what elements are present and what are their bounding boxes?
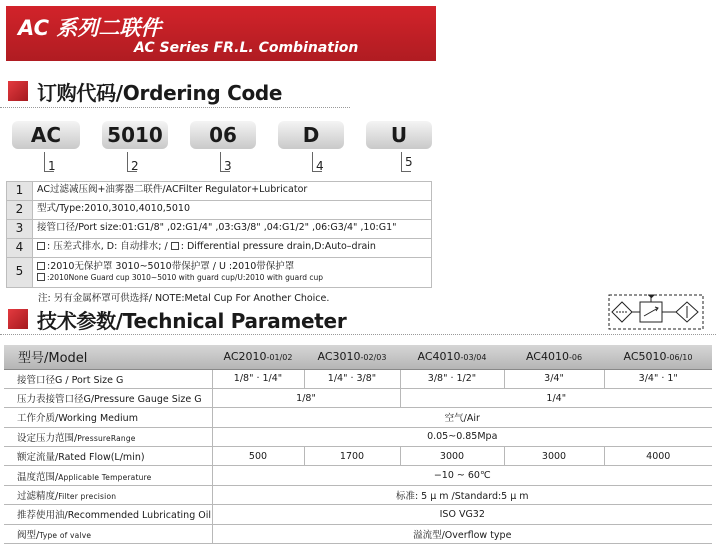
table-cell: 空气/Air: [212, 408, 712, 427]
ordering-row: [7, 238, 432, 257]
table-cell: 1/4" · 3/8": [304, 369, 400, 388]
table-cell: 3/8" · 1/2": [400, 369, 504, 388]
checkbox-icon: [37, 242, 45, 250]
model-col-1: AC2010-01/02: [212, 345, 304, 369]
model-col-4: AC4010-06: [504, 345, 604, 369]
model-col-3: AC4010-03/04: [400, 345, 504, 369]
code-number-5: 5: [405, 155, 413, 169]
row-label: 过滤精度/Filter precision: [4, 485, 212, 504]
code-number-2: 2: [131, 159, 139, 173]
technical-table: [4, 345, 712, 544]
table-header-row: [4, 345, 712, 369]
row-label: 压力表接管口径G/Pressure Gauge Size G: [4, 388, 212, 407]
divider: [0, 334, 716, 335]
row-number: 3: [7, 219, 33, 238]
section-marker-icon: [8, 309, 28, 329]
row-label: 接管口径G / Port Size G: [4, 369, 212, 388]
table-row: [4, 408, 712, 427]
table-row: [4, 505, 712, 524]
table-row: [4, 388, 712, 407]
guard-option-cn: :2010无保护罩 3010~5010带保护罩 / U :2010带保护罩: [47, 261, 295, 273]
table-cell: 1/8": [212, 388, 400, 407]
code-box-2: 5010: [102, 121, 168, 149]
table-cell: 3/4" · 1": [604, 369, 712, 388]
technical-title: 技术参数/Technical Parameter: [37, 308, 347, 333]
table-cell: 溢流型/Overflow type: [212, 524, 712, 543]
table-cell: 500: [212, 447, 304, 466]
ordering-title: 订购代码/Ordering Code: [37, 80, 283, 105]
code-number-4: 4: [316, 159, 324, 173]
banner-title-en: AC Series FR.L. Combination: [134, 40, 359, 56]
row-number: 5: [7, 257, 33, 287]
code-box-5: U: [366, 121, 432, 149]
ordering-section-title: [8, 79, 282, 103]
code-number-1: 1: [48, 159, 56, 173]
table-row: [4, 485, 712, 504]
table-cell: 1/4": [400, 388, 712, 407]
row-label: 温度范围/Applicable Temperature: [4, 466, 212, 485]
table-cell: 4000: [604, 447, 712, 466]
code-number-3: 3: [224, 159, 232, 173]
model-col-5: AC5010-06/10: [604, 345, 712, 369]
table-cell: 3000: [504, 447, 604, 466]
row-text: [33, 238, 432, 257]
divider: [0, 107, 350, 108]
drain-option-text: : 压差式排水, D: 自动排水; /: [47, 241, 168, 253]
checkbox-icon: [171, 242, 179, 250]
frl-symbol-icon: [608, 294, 704, 330]
code-box-3: 06: [190, 121, 256, 149]
guard-option-en: :2010None Guard cup 3010~5010 with guard cup/U:2010 with guard cup: [47, 272, 323, 282]
ordering-row: [7, 219, 432, 238]
ordering-row: [7, 182, 432, 201]
ordering-table: [6, 181, 432, 288]
row-text: 型式/Type:2010,3010,4010,5010: [33, 200, 432, 219]
table-row: [4, 447, 712, 466]
table-cell: 1/8" · 1/4": [212, 369, 304, 388]
technical-section-title: [8, 307, 346, 331]
ordering-row: [7, 200, 432, 219]
model-header: 型号/Model: [4, 345, 212, 369]
header-banner: [6, 6, 436, 61]
note-text: 注: 另有金属杯罩可供选择/ NOTE:Metal Cup For Another Choice.: [38, 293, 330, 304]
code-box-4: D: [278, 121, 344, 149]
table-row: [4, 524, 712, 543]
row-label: 设定压力范围/PressureRange: [4, 427, 212, 446]
table-row: [4, 369, 712, 388]
row-text: AC过滤减压阀+油雾器二联件/ACFilter Regulator+Lubricator: [33, 182, 432, 201]
checkbox-icon: [37, 273, 45, 281]
row-number: 1: [7, 182, 33, 201]
table-cell: −10 ~ 60℃: [212, 466, 712, 485]
row-number: 4: [7, 238, 33, 257]
code-box-1: AC: [12, 121, 80, 149]
drain-option-text-en: : Differential pressure drain,D:Auto–drain: [180, 241, 376, 253]
table-row: [4, 466, 712, 485]
table-cell: 1700: [304, 447, 400, 466]
row-text: [33, 257, 432, 287]
table-cell: 0.05~0.85Mpa: [212, 427, 712, 446]
table-row: [4, 427, 712, 446]
row-label: 推荐使用油/Recommended Lubricating Oil: [4, 505, 212, 524]
banner-title-cn: AC 系列二联件: [18, 16, 162, 40]
row-label: 额定流量/Rated Flow(L/min): [4, 447, 212, 466]
table-cell: ISO VG32: [212, 505, 712, 524]
checkbox-icon: [37, 262, 45, 270]
model-col-2: AC3010-02/03: [304, 345, 400, 369]
row-text: 接管口径/Port size:01:G1/8" ,02:G1/4" ,03:G3/8" ,04:G1/2" ,06:G3/4" ,10:G1": [33, 219, 432, 238]
row-number: 2: [7, 200, 33, 219]
table-cell: 3/4": [504, 369, 604, 388]
table-cell: 标准: 5 μ m /Standard:5 μ m: [212, 485, 712, 504]
ordering-row: [7, 257, 432, 287]
row-label: 阀型/Type of valve: [4, 524, 212, 543]
row-label: 工作介质/Working Medium: [4, 408, 212, 427]
table-cell: 3000: [400, 447, 504, 466]
section-marker-icon: [8, 81, 28, 101]
